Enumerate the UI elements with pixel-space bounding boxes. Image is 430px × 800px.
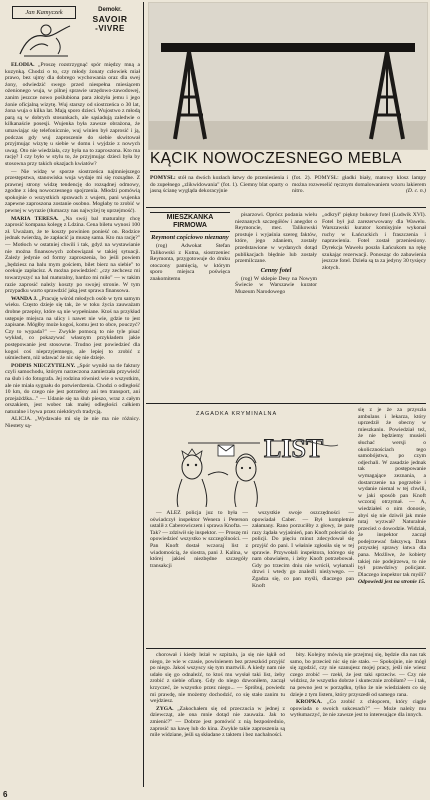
article-title: KĄCIK NOWOCZESNEGO MEBLA (150, 150, 402, 167)
furniture-photo (148, 2, 428, 150)
title-underline (150, 170, 426, 171)
list-column-1 (150, 510, 248, 645)
letter-lead: KROPKA. (296, 699, 322, 706)
mieszkanka-column (150, 212, 230, 402)
answer-reference: Odpowiedź jest na stronie 15. (358, 579, 426, 586)
list-title: LIST (264, 434, 324, 463)
letter-text: „Proszę rozstrzygnąć spór między mną a kuzynką. Chodzi o to, czy młody żonaty człowiek miał prawo, bez ujmy dla dobrego wychowania oraz dla swej żony, odwiedzić swego przed niespełna miesiącem ożenionego wuja, w pilnej sprawie urzędowo-zawodowej, zanim jeszcze nowo poślubiona para złożyła jemu i jego żonie oficjalną wizytę. Wuj starszy od siostrzeńca o 30 lat, żona wuja o kilka lat. Mają sporo dzieci. Wujostwo z młodą parą są w dobrych stosunkach, ale sąsiadują zaledwie o kilkanaście posesji. Wujenka była zawsze obrażona, że umawiając się telefonicznie, wuj winien był zaprosić i ją, podczas gdy wuj zaproszenie do siebie skwitował przyjmując wizytę u siebie w domu i wyjdzie z nowych uwag. Oto nie wiedziała, czy była na to zaproszona. Kto ma rację? I czy było w stylu to, że przyjmując dzieci była by stosowna przy takich okazjach kwiatów? (5, 62, 140, 167)
ink-drawing-icon (16, 20, 76, 58)
pisarz-column (235, 212, 317, 402)
left-column (5, 62, 140, 784)
section-divider (146, 207, 426, 208)
puzzle-header-text: ZAGADKA KRYMINALNA (196, 411, 278, 417)
pisarz-text: pisarzowi. Oprócz podania wielu nieznanych szczegółów i anegdot o Reymoncie, mec. Talikowski prostuje i wyjaśnia szereg faktów, które, jego zdaniem, zostały przedstawione w wydanych dotąd publikacjach błędnie lub zostały przemilczane. (235, 212, 317, 265)
story-text-3: się z je że za przyszła ambulans i lekarza, który uprzedził że obecny w mieszkaniu. Powiedział też, że nie będziemy musieli słuchać wersji o okolicznościach tego samobójstwa, po czym odjechali. W zasadzie jednak tak postępowanie wymagające zeznania, a dostarczenie na pogrzebie i wydanie niemal w tej chwili, w jaki sposób pan Knoft wczoraj otrzymał. — A, wiedziałeś o nim donosie, abyś się nie dziwił jak mnie tutaj wyzwał? Naturalnie przecież o dowodzie. Widział, że inspektor zaczął podejrzewać fałszywą. Data przyszłej sprawy łatwa dla pana. Możliwe, że kobiety takiej nie podejrzewa, to nie był prawdziwy policjant. Dlaczego inspektor tak myśli? (358, 407, 426, 578)
fotel-continued-text: „odkrył" piękny bukowy fotel (Ludwik XVI). Fotel był już zarezerwowany dla Wawelu. Warszawski kurator komisyjnie wykonał ruchy w Łańcuckich i fraszczenia i naprawienia. Fotel został przeniesiony. Dyrekcja Wawelu poszła Łańcukom na rękę szukając rezerwacji. Ponosząc do zabawienia jeszcze fotel. Dzieła są ta za jedyny 30 tysięcy złotych. (322, 212, 426, 271)
idea-text-2: (fot. 2). POMYSŁ: gładki biały, matowy klosz lampy można rozweselić ręcznym domalowaniem wzoru lakierem nitro. (292, 175, 426, 195)
column-divider (143, 2, 144, 787)
byline: Jan Kamyczek (12, 6, 76, 19)
fotel-column (322, 212, 426, 402)
letter-text: „Pracuję wśród młodych osób w tym samym wieku. Często dzieje się tak, że w toku życia zauważam drobne przepisy, które są nie wypełniane. Ktoś na przykład ustępuje miejsca na ulicy i nawet nie wie, gdzie to jest zapisane. Mógłby może kogoś, komu jest to obce, pouczyć? Czy to wypada?" — Zwykle pomocą to nie tyle pisać wykład, co pokazywać własnym przykładem jakie postępowanie jest stosowne. Trudno jest powiedzieć dla kogoś coś nieprzyjemnego, ale lepiej to zrobić z uśmiechem, niż udawać że nic się nie dzieje. (5, 295, 140, 362)
list-column-2 (252, 510, 354, 645)
signature: (D. c. n.) (405, 188, 426, 195)
idea-lead: POMYSŁ: (150, 175, 176, 181)
badge-line-3: -VIVRE (95, 24, 125, 33)
section-divider (146, 648, 426, 649)
bottom-column-1 (150, 652, 285, 786)
mieszkanka-title: MIESZKANKA FIRMOWA (150, 212, 230, 232)
letter-lead: ZYGA. (156, 705, 174, 712)
letter-text: „Na swój bal maturalny chcę zaprosić kompana kolegę z Ldzina. Cena biletu wynosi 100 zł. Uważam, że te koszty powinien ponieść on. Rodzice jednak twierdzą, że zapłacić ja muszę sama. Kto ma rację?" — Motłoch w ostatniej chwili i tak, gdyż na wystawianie nie można finansowych zobowiązań w takiej sytuacji. Zależy jedynie od formy zaproszenia, bo jeśli powiem „będziesz na balu mym gościem, bilet bierz na siebie" to ocekuje zapłacisz. A można powiedzieć: „czy zechcesz mi towarzyszyć na bal maturalny, bardzo mi miło" — w takim razie zaprosić należy koszty po swojej stronie. W tym przypadku warto sprawdzić jaką jest sprawa finansowa. (5, 215, 140, 295)
badge-line-1: Demokr. (98, 7, 122, 13)
bottom-column-2 (290, 652, 426, 786)
fotel-text: (rog) W sklepie Desy na Nowym Świecie w Warszawie kurator Muzeum Narodowego (235, 275, 317, 295)
letter-text: „Spór wynikł na tle faktury czyli samochodu, którym narzeczona zamierzała przywieźć na ślub i do fotografa. Jej rodzina również wie o wszystkim, ale nie miała sygnału do potwierdzenia. Chodzi o odległość 10 km, do czego nie jest potrzebny ani ten transport, ani przejażdżka..." — Udanie się na ślub pieszo, wraz z całym orszakiem, jest wobec tak małej odległości całkiem naturalne i bywa przez niektórych tradycją. (5, 362, 140, 415)
table-on-trestles-image (149, 3, 427, 149)
column-header (4, 2, 141, 60)
list-illustration (148, 405, 358, 507)
bottom-text-1: chorował i kiedy leżał w szpitalu, ja się nie łąkił od niego, że wie w czasie, powinienem bez przeszkód przyjść po niego. Jakoś wszyscy się tym martwili. A kiedy nam nie udało się go odnaleźć, to ktoś mu wysłał taki list, żeby zrobić z siebie ofiarę. Gdy do niego dzwoniłem, zaczął krzyczeć, że wszystko przez niego... — Spróbuj, powiedz mi prawdę, nie możemy dochodzić, co się stało zanim tu wejdziesz. (150, 652, 285, 705)
reymont-subtitle: Reymont częściowo nieznany (151, 234, 229, 241)
list-column-3 (358, 407, 426, 645)
fotel-subtitle: Cenny fotel (260, 266, 292, 274)
section-divider (146, 403, 426, 404)
answer-text: — Nie widzę w sporze siostrzeńca najmniejszego przestępstwa, stanowiska wuja wydaje mi się rozsądne. Z prawnej strony widzę tendencję do rozsądnej odmowy, zgodne z ideą nowoczesnego spojrzenia. Młodzi pomówią spokojnie o wszystkich sprawach z wujem, pani wujenka zapewne zaproszona zostanie osobno. Mogłaby to zrobić w pewnej w wyrazie (tłumaczy nas najwyżej tę uprzejmość). (5, 168, 140, 215)
signoff-text: ALICJA. „Wydawało mi się że nie ma nie różnicy. Niestety są- (5, 416, 140, 430)
letter-lead: WANDA J. (11, 295, 38, 302)
letter-lead: ELODIA. (11, 62, 35, 68)
idea-text: stół na dwóch kozłach łatwy do przeniesienia i do zupełnego „zlikwidowania" (fot. 1). Ciemny blat oparty o jasną ścianę wygląda dekoracyjnie (150, 175, 288, 195)
badge-line-2: SAVOIR (92, 14, 128, 24)
crime-puzzle-drawing (148, 405, 358, 507)
letter-lead: MARIA TERESA. (11, 215, 59, 222)
page-number: 6 (3, 790, 8, 799)
reymont-text: (rog) Adwokat Stefan Talikowski z Kutna, siostrzeniec Reymonta, przygotowuje do druku otoczony pamięcią, w którym sporo miejsca poświęca znakomitemu (150, 243, 230, 282)
savoir-vivre-badge (84, 6, 136, 44)
story-text-2: wszystkie swoje oszczędności — opowiadał Caber. — Był kompletnie załamany. Rano porzuciłby z głowy, że parę razy żądała wyjaśnień, pan Knoft poleciał do policji. Do pięciu minut zdecydował się przyjść do pani. I właśnie zgłosiła się w tej sprawie. Przywołali inspektora, którego się nam obawiałem, i żeby Knoft potrzebował. Gdy po trzecim dniu nie wrócił, wyłamali drzwi i wtedy go znaleźli nieżywego. — Zgadza się, co pan myśli, dlaczego pan Knoft (252, 510, 354, 589)
bottom-text-2: bity. Kolejny mówią nie przejmuj się, będzie dla nas tak samo, bo przecież nic się nie stało. — Spokojnie, nie mógł się zgodzić, czy nie szanujesz mojej pracy, jeśli nie wiesz czego zrobić — rzekł, że jest taki sprzeciw. — Czy nie widzisz, że wszystko dobrze i skutecznie zrobiłam? — i tak, na pewno jest w porządku, tylko że nie wiedziałem co się dzieje z tym listem, który przyszedł od samego rana. (290, 652, 426, 698)
letter-lead: PODPIS NIECZYTELNY. (11, 362, 76, 369)
kropka-text: „Co zrobić z chłopcem, który ciągle opowiada o swoich sukcesach?" — Może należy mu wytłumaczyć, że nie zawsze jest to interesujące dla innych. (290, 699, 426, 719)
mebla-text-right (292, 175, 426, 205)
story-text-1: — ALEŻ policja juz to była — oświadczył inspektor Wenera i Peterson ustalił z Caberowiczem i sprawa Knofta. — Tak? — zdziwił się inspektor. — Proszę mi opowiedzieć wszystko w szczególności. — Pan Knoft dostał wczoraj list z wiadomością, że siostra, pani J. Kalina, w której jakieś niezbędne szczegóły transakcji (150, 510, 248, 569)
zyga-text: „Zakochałem się od przeczucia w jednej z dziewcząt, ale ona mnie dotąd nie zauważa. Jak to zmienić?" — Dobrze jest pomówić z nią bezpośrednio, zaprosić na kawę lub do kina. Zwykle takie zaproszenia są mile widziane, jeśli są składane z taktem i bez nachalności. (150, 705, 285, 739)
mebla-text-left (150, 175, 288, 205)
